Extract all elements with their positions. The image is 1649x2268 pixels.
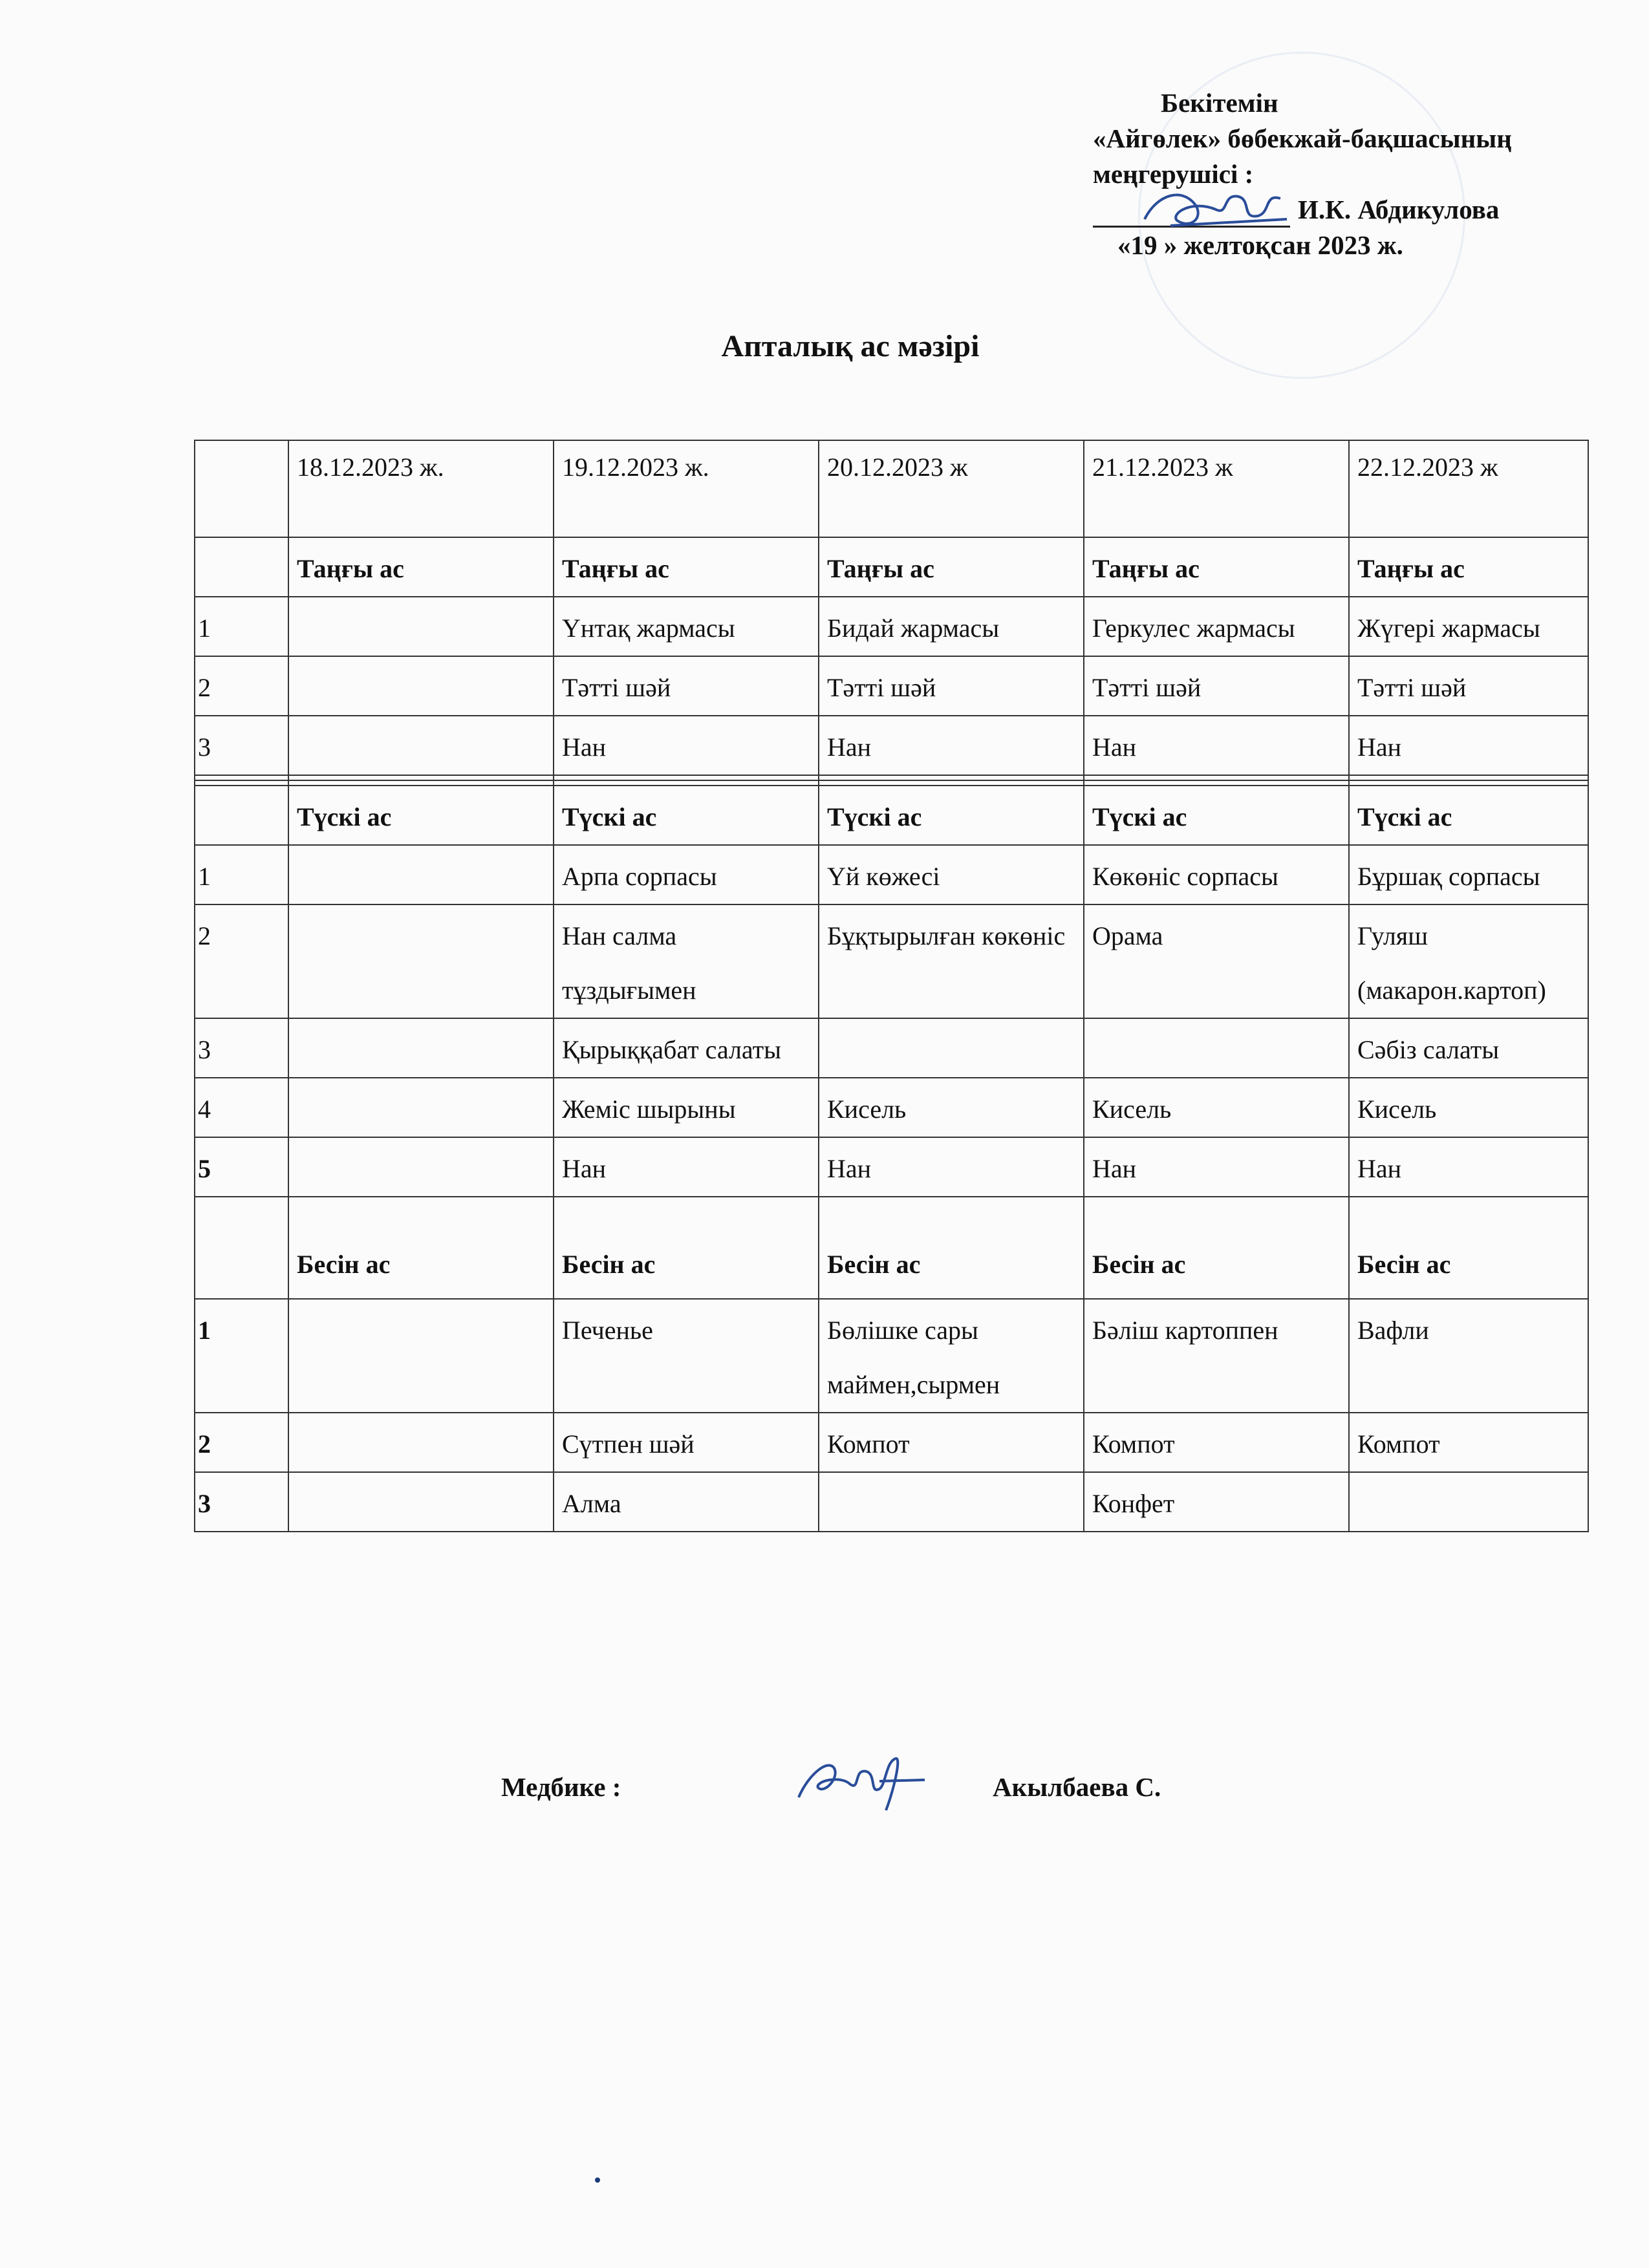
menu-cell: Үй көжесі: [819, 845, 1084, 904]
row-number: 2: [195, 1413, 288, 1472]
menu-cell: [819, 1472, 1084, 1532]
corner-cell: [195, 440, 288, 537]
table-row: [195, 845, 1588, 904]
menu-cell: Үнтақ жармасы: [554, 597, 819, 656]
menu-cell: Бұқтырылған көкөніс: [819, 904, 1084, 1018]
menu-cell: Нан: [1084, 716, 1349, 775]
menu-cell: [288, 716, 554, 775]
meal-label: Түскі ас: [819, 786, 1084, 845]
row-number: 1: [195, 845, 288, 904]
menu-cell: Вафли: [1349, 1299, 1588, 1413]
meal-label: Таңғы ас: [288, 537, 554, 597]
meal-header-lunch: [195, 786, 1588, 845]
menu-cell: [288, 1413, 554, 1472]
menu-cell: Конфет: [1084, 1472, 1349, 1532]
table-row: [195, 1018, 1588, 1078]
table-row: [195, 656, 1588, 716]
row-number: 1: [195, 1299, 288, 1413]
menu-cell: [288, 904, 554, 1018]
menu-cell: [288, 1078, 554, 1137]
empty-row: [195, 780, 1588, 786]
date-cell: 22.12.2023 ж: [1349, 440, 1588, 537]
menu-cell: Кисель: [1084, 1078, 1349, 1137]
meal-label: Бесін ас: [1349, 1197, 1588, 1299]
menu-cell: Сүтпен шәй: [554, 1413, 819, 1472]
meal-label: Таңғы ас: [1084, 537, 1349, 597]
menu-cell: Тәтті шәй: [819, 656, 1084, 716]
menu-cell: [288, 1137, 554, 1197]
meal-header-breakfast: [195, 537, 1588, 597]
meal-label: Түскі ас: [554, 786, 819, 845]
date-cell: 20.12.2023 ж: [819, 440, 1084, 537]
approval-date: «19 » желтоқсан 2023 ж.: [1117, 230, 1403, 260]
menu-cell: Нан: [819, 716, 1084, 775]
date-cell: 21.12.2023 ж: [1084, 440, 1349, 537]
menu-cell: Компот: [1084, 1413, 1349, 1472]
menu-cell: [288, 1018, 554, 1078]
empty-row: [195, 775, 1588, 780]
row-number: 3: [195, 716, 288, 775]
menu-cell: [288, 1299, 554, 1413]
menu-cell: Бидай жармасы: [819, 597, 1084, 656]
menu-cell: [819, 1018, 1084, 1078]
menu-cell: Компот: [1349, 1413, 1588, 1472]
menu-cell: Тәтті шәй: [554, 656, 819, 716]
menu-cell: [1349, 1472, 1588, 1532]
approval-signature-line: [1093, 192, 1512, 228]
menu-cell: Нан: [819, 1137, 1084, 1197]
menu-cell: Кисель: [1349, 1078, 1588, 1137]
nurse-signature: [789, 1749, 931, 1813]
meal-label: Бесін ас: [288, 1197, 554, 1299]
row-number: 3: [195, 1018, 288, 1078]
menu-cell: [288, 597, 554, 656]
menu-cell: [288, 845, 554, 904]
menu-cell: Нан салма тұздығымен: [554, 904, 819, 1018]
approval-position: меңгерушісі :: [1093, 159, 1254, 189]
menu-cell: Кисель: [819, 1078, 1084, 1137]
menu-cell: Тәтті шәй: [1349, 656, 1588, 716]
nurse-name: Акылбаева С.: [993, 1772, 1161, 1802]
meal-label: Таңғы ас: [819, 537, 1084, 597]
menu-cell: [288, 1472, 554, 1532]
menu-cell: Сәбіз салаты: [1349, 1018, 1588, 1078]
menu-cell: Гуляш (макарон.картоп): [1349, 904, 1588, 1018]
approval-heading: Бекітемін: [1161, 88, 1278, 118]
menu-cell: Геркулес жармасы: [1084, 597, 1349, 656]
row-number: 5: [195, 1137, 288, 1197]
menu-cell: Жүгері жармасы: [1349, 597, 1588, 656]
table-row: [195, 716, 1588, 775]
row-number: 4: [195, 1078, 288, 1137]
menu-cell: Алма: [554, 1472, 819, 1532]
menu-cell: Компот: [819, 1413, 1084, 1472]
meal-label: Түскі ас: [288, 786, 554, 845]
director-name: И.К. Абдикулова: [1298, 195, 1500, 224]
page-title: Апталық ас мәзірі: [721, 329, 980, 363]
menu-cell: Бұршақ сорпасы: [1349, 845, 1588, 904]
table-row: [195, 1299, 1588, 1413]
nurse-label: Медбике :: [501, 1772, 621, 1802]
table-row: [195, 1413, 1588, 1472]
approval-block: [1093, 85, 1512, 263]
table-row: [195, 1472, 1588, 1532]
menu-cell: Печенье: [554, 1299, 819, 1413]
menu-cell: [288, 656, 554, 716]
signature-underline: [1093, 200, 1290, 228]
row-number: 3: [195, 1472, 288, 1532]
meal-label: Бесін ас: [1084, 1197, 1349, 1299]
meal-label: Таңғы ас: [554, 537, 819, 597]
date-cell: 18.12.2023 ж.: [288, 440, 554, 537]
menu-cell: Тәтті шәй: [1084, 656, 1349, 716]
date-header-row: [195, 440, 1588, 537]
approval-organization: «Айгөлек» бөбекжай-бақшасының: [1093, 123, 1512, 153]
menu-cell: Нан: [1349, 1137, 1588, 1197]
menu-cell: Нан: [554, 716, 819, 775]
table-row: [195, 597, 1588, 656]
menu-cell: Орама: [1084, 904, 1349, 1018]
stray-mark: [595, 2177, 600, 2183]
meal-label: Бесін ас: [819, 1197, 1084, 1299]
row-number: 1: [195, 597, 288, 656]
meal-label: Түскі ас: [1349, 786, 1588, 845]
menu-cell: Қырыққабат салаты: [554, 1018, 819, 1078]
menu-cell: Нан: [1084, 1137, 1349, 1197]
menu-cell: Нан: [554, 1137, 819, 1197]
menu-cell: Бөлішке сары маймен,сырмен: [819, 1299, 1084, 1413]
meal-label: Бесін ас: [554, 1197, 819, 1299]
table-row: [195, 904, 1588, 1018]
meal-label: Таңғы ас: [1349, 537, 1588, 597]
row-number: 2: [195, 904, 288, 1018]
table-row: [195, 1078, 1588, 1137]
date-cell: 19.12.2023 ж.: [554, 440, 819, 537]
menu-cell: Жеміс шырыны: [554, 1078, 819, 1137]
meal-header-snack: [195, 1197, 1588, 1299]
table-row: [195, 1137, 1588, 1197]
menu-cell: Арпа сорпасы: [554, 845, 819, 904]
menu-cell: Бәліш картоппен: [1084, 1299, 1349, 1413]
menu-cell: Көкөніс сорпасы: [1084, 845, 1349, 904]
menu-cell: [1084, 1018, 1349, 1078]
director-signature: [1132, 180, 1293, 239]
weekly-menu-table: [194, 440, 1589, 1532]
menu-cell: Нан: [1349, 716, 1588, 775]
meal-label: Түскі ас: [1084, 786, 1349, 845]
row-number: 2: [195, 656, 288, 716]
